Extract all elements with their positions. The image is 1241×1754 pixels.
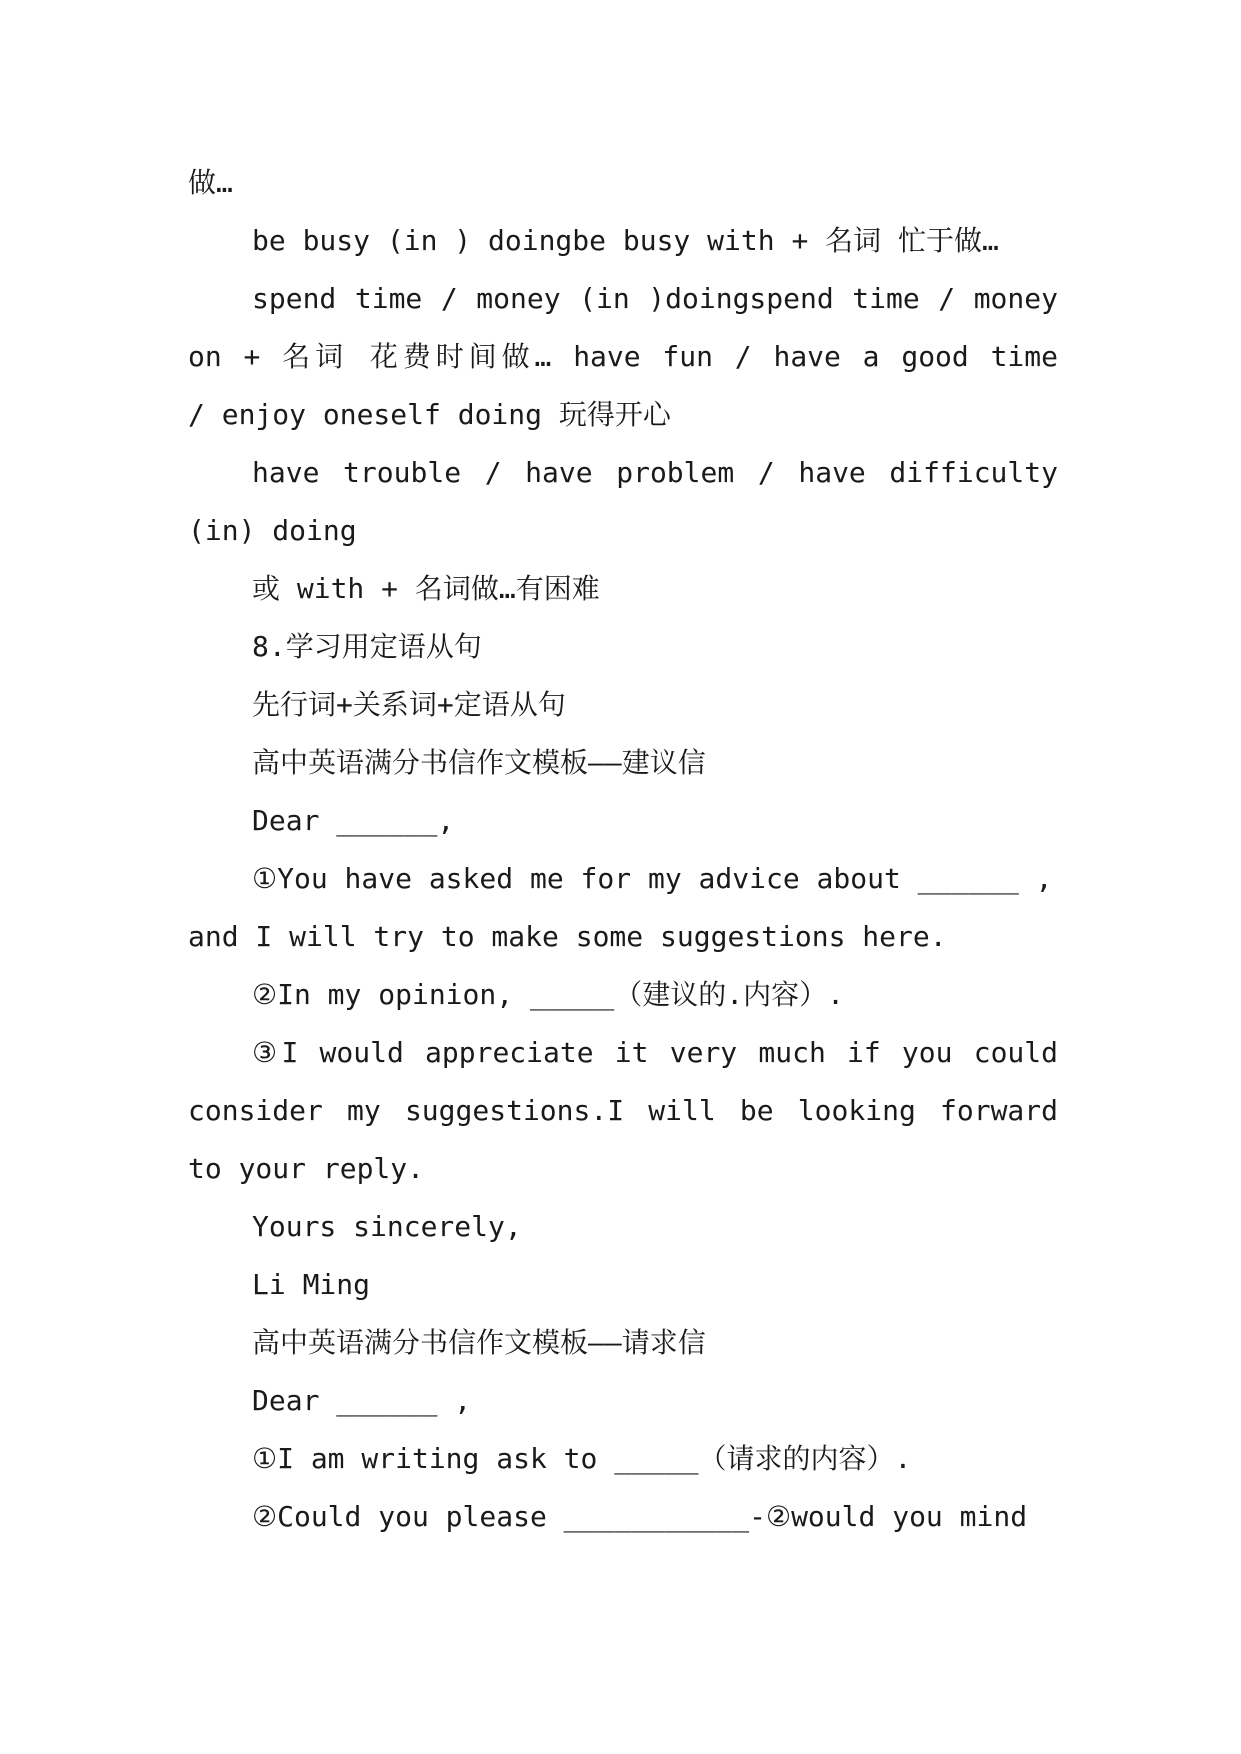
text-line: ①You have asked me for my advice about ______ , <box>252 862 1053 895</box>
text-line: have trouble / have problem / have difficulty <box>252 456 1058 489</box>
text-line: ③I would appreciate it very much if you could <box>252 1036 1058 1069</box>
text-line: ①I am writing ask to _____（请求的内容）. <box>252 1442 912 1475</box>
document-body <box>188 154 1058 1546</box>
section-heading: 高中英语满分书信作文模板——建议信 <box>252 746 706 779</box>
text-line: on + 名词 花费时间做… have fun / have a good time <box>188 340 1058 373</box>
text-line: 或 with + 名词做…有困难 <box>252 572 600 605</box>
text-line: / enjoy oneself doing 玩得开心 <box>188 398 671 431</box>
section-heading: 高中英语满分书信作文模板——请求信 <box>252 1326 706 1359</box>
text-line: ②In my opinion, _____（建议的.内容）. <box>252 978 844 1011</box>
text-line: 做… <box>188 166 233 199</box>
text-line: and I will try to make some suggestions here. <box>188 920 947 953</box>
text-line: ②Could you please ___________-②would you mind <box>252 1500 1028 1533</box>
text-line: be busy (in ) doingbe busy with + 名词 忙于做… <box>252 224 999 257</box>
text-line: 先行词+关系词+定语从句 <box>252 688 566 721</box>
text-line: consider my suggestions.I will be looking forward <box>188 1094 1058 1127</box>
letter-salutation: Dear ______, <box>252 804 455 837</box>
section-heading: 8.学习用定语从句 <box>252 630 482 663</box>
text-line: to your reply. <box>188 1152 425 1185</box>
letter-signature: Li Ming <box>252 1268 371 1301</box>
letter-closing: Yours sincerely, <box>252 1210 522 1243</box>
text-line: spend time / money (in )doingspend time / money <box>252 282 1058 315</box>
text-line: (in) doing <box>188 514 357 547</box>
letter-salutation: Dear ______ , <box>252 1384 472 1417</box>
